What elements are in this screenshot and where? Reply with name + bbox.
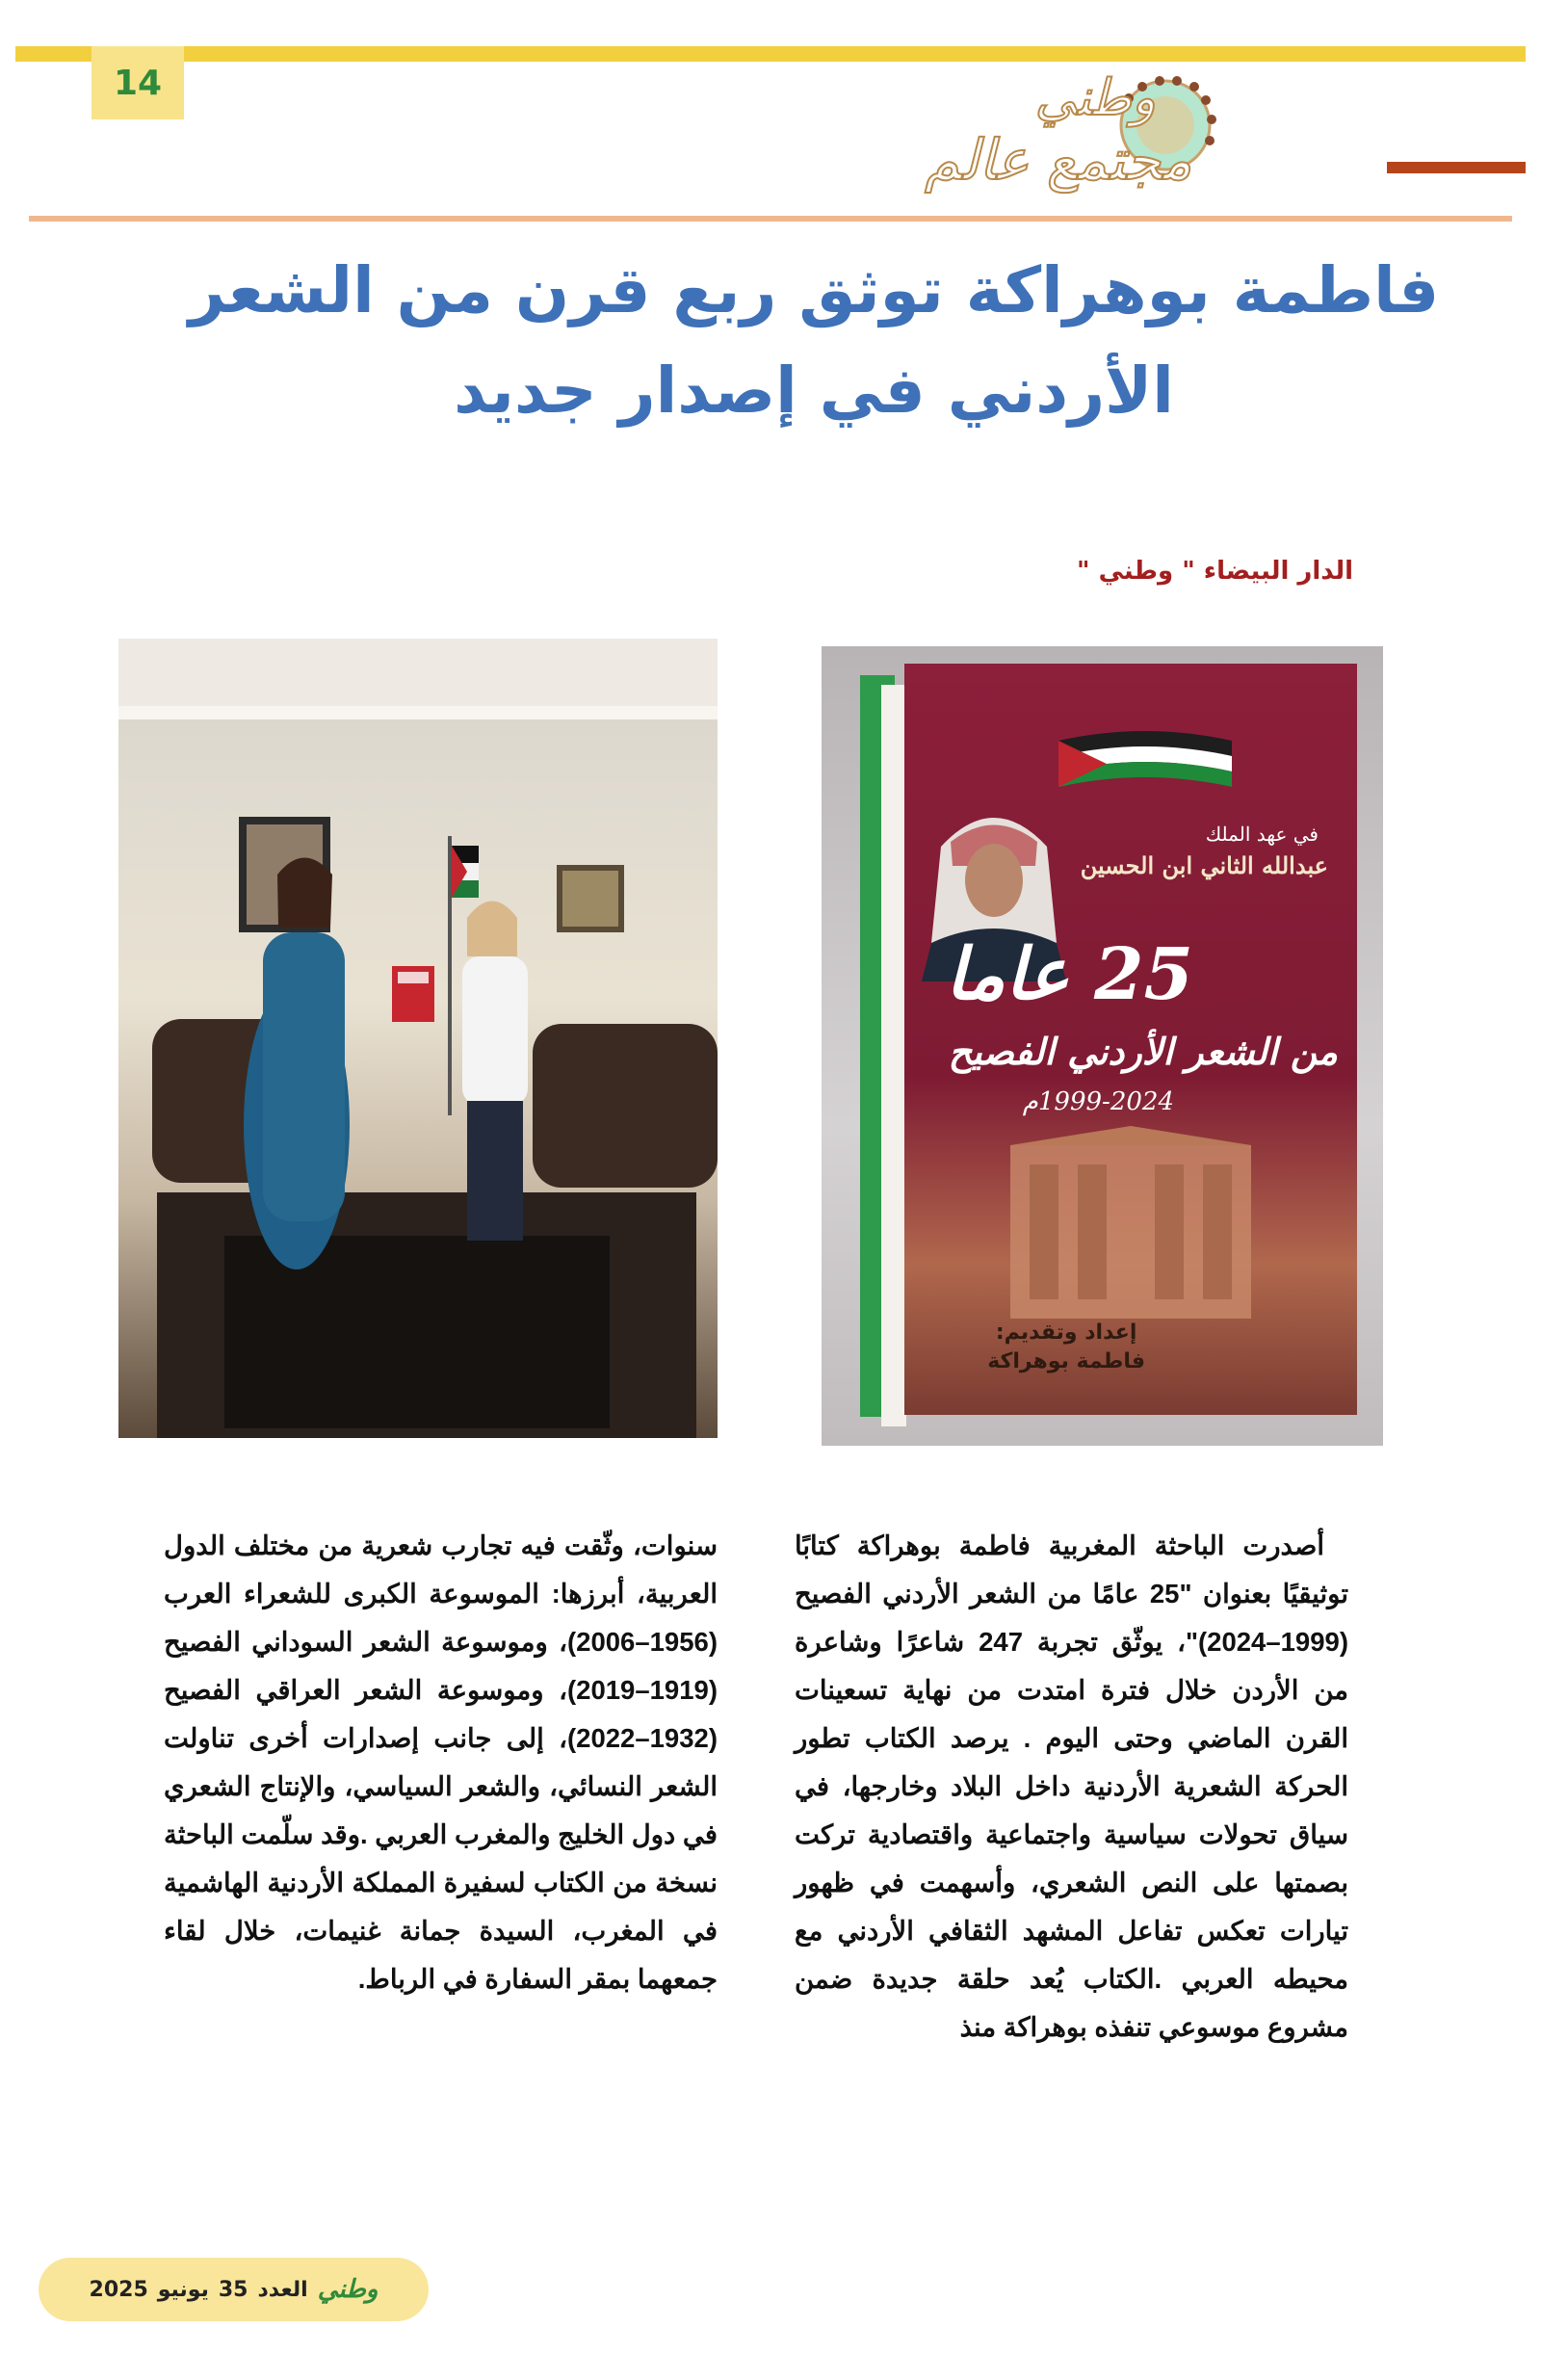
petra-treasury-image: [991, 1126, 1270, 1319]
brand-word-community: مجتمع عالم: [925, 127, 1192, 193]
article-headline: فاطمة بوهراكة توثق ربع قرن من الشعر الأردني في إصدار جديد: [188, 253, 1440, 428]
footer-issue-label: العدد: [257, 2277, 308, 2302]
article-dateline: الدار البيضاء " وطني ": [1076, 557, 1353, 586]
cover-reign-text: في عهد الملك: [1205, 823, 1319, 846]
footer-brand: وطني: [317, 2275, 379, 2304]
brand-word-watani: وطني: [1034, 69, 1156, 127]
cover-author: [987, 1319, 1145, 1376]
cover-author-name: فاطمة بوهراكة: [987, 1349, 1145, 1373]
book-pages: [881, 685, 906, 1426]
book-cover-photo: [822, 646, 1383, 1446]
meeting-photo: [118, 639, 718, 1438]
page-footer: [39, 2258, 429, 2321]
jordan-flag-icon: [1049, 721, 1241, 798]
footer-month: يونيو: [157, 2277, 209, 2302]
book-front-cover: [904, 664, 1357, 1415]
top-yellow-band: [15, 46, 1526, 62]
article-column-left: سنوات، وثّقت فيه تجارب شعرية من مختلف الدول العربية، أبرزها: الموسوعة الكبرى للشعراء العرب (1956–2006)، وموسوعة الشعر السوداني الفصيح (1919–2019)، وموسوعة الشعر العراقي الفصيح (1932–2022)، إلى جانب إصدارات أخرى تناولت الشعر النسائي، والشعر السياسي، والإنتاج الشعري في دول الخليج والمغرب العربي .وقد سلّمت الباحثة نسخة من الكتاب لسفيرة المملكة الأردنية الهاشمية في المغرب، السيدة جمانة غنيمات، خلال لقاء جمعهما بمقر السفارة في الرباط.: [164, 1530, 718, 1994]
header-divider: [29, 216, 1512, 222]
cover-author-label: إعداد وتقديم:: [995, 1321, 1137, 1345]
footer-issue-number: 35: [218, 2277, 248, 2302]
footer-year: 2025: [89, 2277, 148, 2302]
magazine-logo: [925, 69, 1397, 204]
brand-underline: [1387, 162, 1526, 173]
page-number: 14: [91, 46, 184, 119]
cover-years: 1999-2024م: [1022, 1087, 1174, 1116]
cover-number: 25 عاما: [945, 933, 1193, 1016]
article-column-right: أصدرت الباحثة المغربية فاطمة بوهراكة كتابًا توثيقيًا بعنوان "25 عامًا من الشعر الأردني الفصيح (1999–2024)"، يوثّق تجربة 247 شاعرًا وشاعرة من الأردن خلال فترة امتدت من نهاية تسعينات القرن الماضي وحتى اليوم . يرصد الكتاب تطور الحركة الشعرية الأردنية داخل البلاد وخارجها، في سياق تحولات سياسية واجتماعية واقتصادية تركت بصمتها على النص الشعري، وأسهمت في ظهور تيارات تعكس تفاعل المشهد الثقافي الأردني مع محيطه العربي .الكتاب يُعد حلقة جديدة ضمن مشروع موسوعي تنفذه بوهراكة منذ: [795, 1530, 1348, 2042]
cover-title: من الشعر الأردني الفصيح: [948, 1030, 1338, 1073]
cover-king-name: عبدالله الثاني ابن الحسين: [1080, 851, 1328, 879]
